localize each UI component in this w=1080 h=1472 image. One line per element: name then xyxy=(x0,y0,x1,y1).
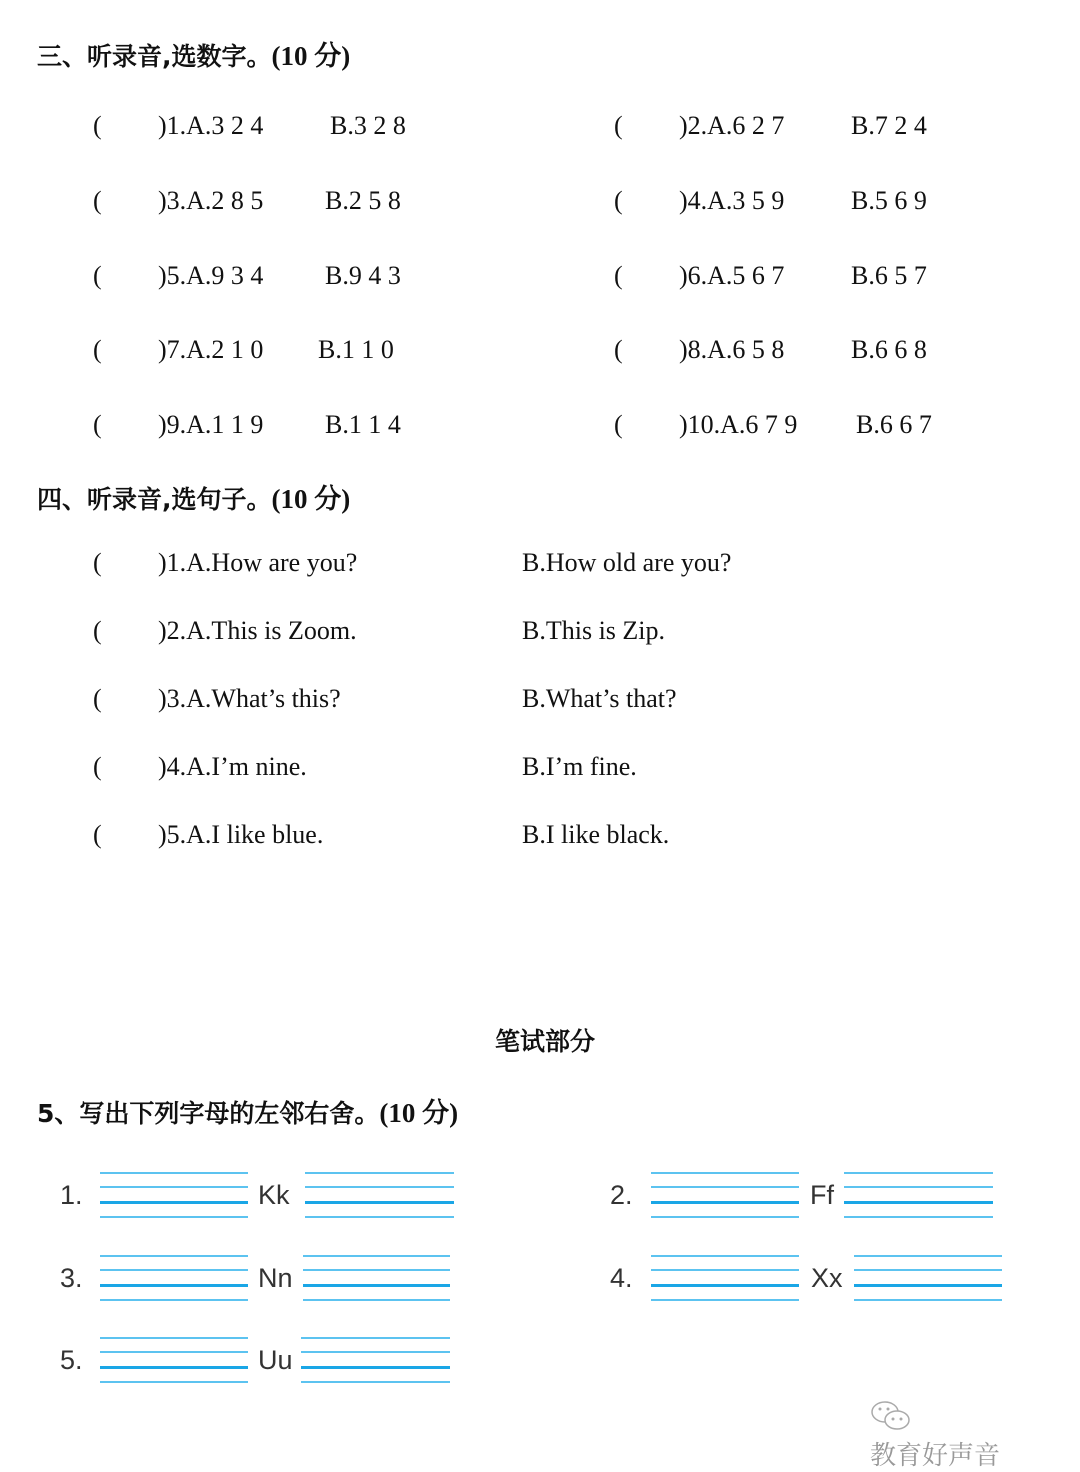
heading-text: 四、听录音,选句子。 xyxy=(37,485,272,514)
guide-line xyxy=(303,1255,450,1257)
guide-line xyxy=(303,1284,450,1287)
option-a: )1.A.How are you? xyxy=(158,548,358,577)
writing-lines-right[interactable] xyxy=(303,1255,450,1301)
heading-text: 5、写出下列字母的左邻右舍。 xyxy=(37,1099,380,1128)
guide-line xyxy=(100,1366,248,1369)
answer-blank-open-paren[interactable]: ( xyxy=(93,548,102,577)
answer-blank-open-paren[interactable]: ( xyxy=(93,335,102,364)
guide-line xyxy=(651,1269,799,1271)
guide-line xyxy=(854,1269,1002,1271)
answer-blank-open-paren[interactable]: ( xyxy=(93,684,102,713)
writing-lines-left[interactable] xyxy=(651,1172,799,1218)
option-b: B.6 5 7 xyxy=(851,261,927,290)
answer-blank-open-paren[interactable]: ( xyxy=(93,820,102,849)
guide-line xyxy=(301,1351,450,1353)
option-a: )1.A.3 2 4 xyxy=(158,111,264,140)
option-a: )2.A.6 2 7 xyxy=(679,111,785,140)
option-a: )10.A.6 7 9 xyxy=(679,410,798,439)
writing-lines-right[interactable] xyxy=(854,1255,1002,1301)
answer-blank-open-paren[interactable]: ( xyxy=(93,261,102,290)
guide-line xyxy=(100,1216,248,1218)
option-a: )3.A.2 8 5 xyxy=(158,186,264,215)
section3-heading xyxy=(37,34,350,73)
guide-line xyxy=(305,1172,454,1174)
option-b: B.9 4 3 xyxy=(325,261,401,290)
option-a: )6.A.5 6 7 xyxy=(679,261,785,290)
option-b: B.2 5 8 xyxy=(325,186,401,215)
option-a: )5.A.9 3 4 xyxy=(158,261,264,290)
item-number: 3. xyxy=(60,1263,83,1293)
option-a: )3.A.What’s this? xyxy=(158,684,341,713)
guide-line xyxy=(844,1172,993,1174)
guide-line xyxy=(301,1366,450,1369)
letter: Nn xyxy=(258,1263,293,1293)
option-a: )4.A.I’m nine. xyxy=(158,752,307,781)
answer-blank-open-paren[interactable]: ( xyxy=(93,752,102,781)
guide-line xyxy=(305,1201,454,1204)
guide-line xyxy=(651,1172,799,1174)
option-a: )4.A.3 5 9 xyxy=(679,186,785,215)
option-a: )2.A.This is Zoom. xyxy=(158,616,357,645)
guide-line xyxy=(303,1269,450,1271)
letter: Uu xyxy=(258,1345,293,1375)
section4-heading xyxy=(37,477,350,516)
guide-line xyxy=(651,1255,799,1257)
guide-line xyxy=(301,1381,450,1383)
written-part-title: 笔试部分 xyxy=(495,1027,596,1056)
option-b: B.1 1 0 xyxy=(318,335,394,364)
guide-line xyxy=(651,1201,799,1204)
writing-lines-right[interactable] xyxy=(844,1172,993,1218)
option-b: B.What’s that? xyxy=(522,684,677,713)
answer-blank-open-paren[interactable]: ( xyxy=(93,410,102,439)
answer-blank-open-paren[interactable]: ( xyxy=(614,111,623,140)
guide-line xyxy=(301,1337,450,1339)
guide-line xyxy=(651,1186,799,1188)
guide-line xyxy=(100,1299,248,1301)
guide-line xyxy=(651,1299,799,1301)
guide-line xyxy=(651,1216,799,1218)
guide-line xyxy=(100,1172,248,1174)
guide-line xyxy=(844,1186,993,1188)
wechat-icon xyxy=(870,1399,912,1435)
answer-blank-open-paren[interactable]: ( xyxy=(614,335,623,364)
option-b: B.1 1 4 xyxy=(325,410,401,439)
option-a: )5.A.I like blue. xyxy=(158,820,324,849)
answer-blank-open-paren[interactable]: ( xyxy=(614,410,623,439)
writing-lines-left[interactable] xyxy=(100,1337,248,1383)
guide-line xyxy=(100,1284,248,1287)
answer-blank-open-paren[interactable]: ( xyxy=(93,111,102,140)
answer-blank-open-paren[interactable]: ( xyxy=(93,186,102,215)
guide-line xyxy=(854,1284,1002,1287)
option-a: )9.A.1 1 9 xyxy=(158,410,264,439)
option-b: B.This is Zip. xyxy=(522,616,666,645)
writing-lines-right[interactable] xyxy=(301,1337,450,1383)
guide-line xyxy=(100,1201,248,1204)
letter: Ff xyxy=(810,1180,834,1210)
option-a: )7.A.2 1 0 xyxy=(158,335,264,364)
watermark-text: 教育好声音 xyxy=(870,1441,1001,1471)
option-b: B.7 2 4 xyxy=(851,111,927,140)
item-number: 1. xyxy=(60,1180,83,1210)
answer-blank-open-paren[interactable]: ( xyxy=(614,186,623,215)
item-number: 4. xyxy=(610,1263,633,1293)
option-b: B.3 2 8 xyxy=(330,111,406,140)
guide-line xyxy=(854,1255,1002,1257)
guide-line xyxy=(305,1186,454,1188)
item-number: 5. xyxy=(60,1345,83,1375)
guide-line xyxy=(100,1381,248,1383)
answer-blank-open-paren[interactable]: ( xyxy=(93,616,102,645)
guide-line xyxy=(844,1201,993,1204)
option-b: B.I’m fine. xyxy=(522,752,637,781)
heading-score: (10 分) xyxy=(379,1098,459,1128)
guide-line xyxy=(303,1299,450,1301)
option-b: B.6 6 8 xyxy=(851,335,927,364)
guide-line xyxy=(651,1284,799,1287)
guide-line xyxy=(100,1255,248,1257)
guide-line xyxy=(100,1351,248,1353)
guide-line xyxy=(844,1216,993,1218)
writing-lines-left[interactable] xyxy=(100,1255,248,1301)
guide-line xyxy=(305,1216,454,1218)
option-b: B.6 6 7 xyxy=(856,410,932,439)
option-b: B.5 6 9 xyxy=(851,186,927,215)
guide-line xyxy=(854,1299,1002,1301)
letter: Kk xyxy=(258,1180,290,1210)
writing-lines-left[interactable] xyxy=(100,1172,248,1218)
writing-lines-left[interactable] xyxy=(651,1255,799,1301)
heading-score: (10 分) xyxy=(271,41,351,71)
option-b: B.How old are you? xyxy=(522,548,732,577)
item-number: 2. xyxy=(610,1180,633,1210)
option-a: )8.A.6 5 8 xyxy=(679,335,785,364)
answer-blank-open-paren[interactable]: ( xyxy=(614,261,623,290)
section5-heading xyxy=(37,1091,458,1130)
heading-score: (10 分) xyxy=(271,484,351,514)
guide-line xyxy=(100,1269,248,1271)
guide-line xyxy=(100,1186,248,1188)
writing-lines-right[interactable] xyxy=(305,1172,454,1218)
watermark xyxy=(862,1381,1000,1472)
guide-line xyxy=(100,1337,248,1339)
heading-text: 三、听录音,选数字。 xyxy=(37,42,272,71)
letter: Xx xyxy=(811,1263,843,1293)
option-b: B.I like black. xyxy=(522,820,670,849)
